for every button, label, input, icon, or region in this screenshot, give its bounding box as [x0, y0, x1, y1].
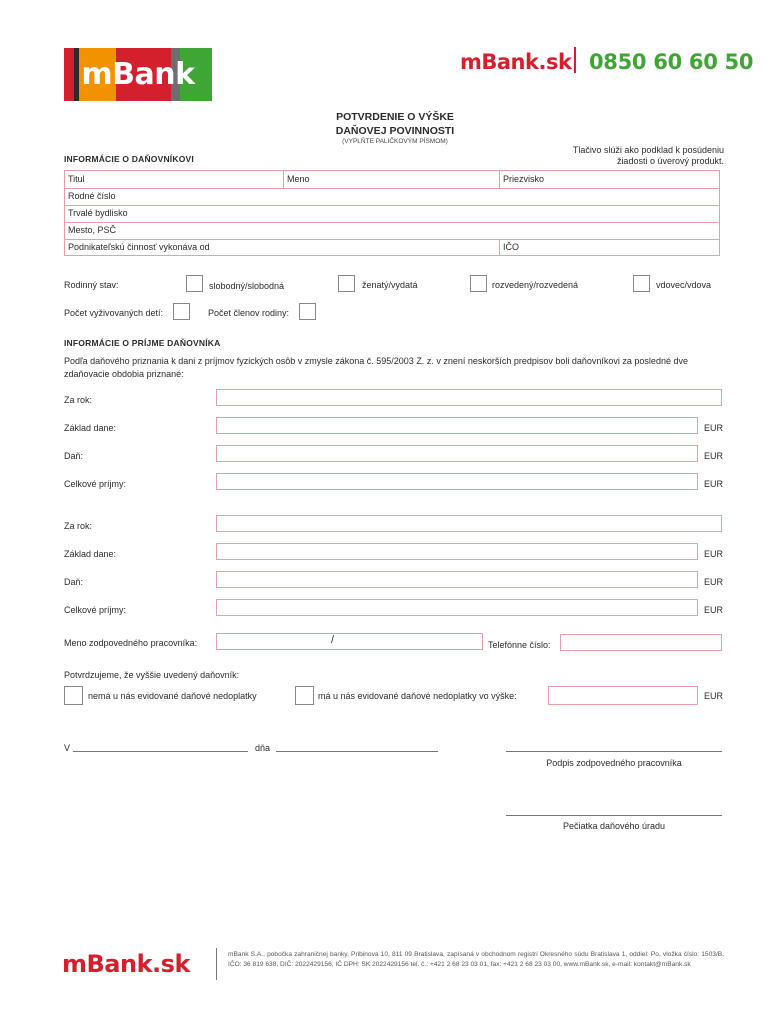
income-intro-line-2: zdaňovacie obdobia priznané: — [64, 369, 184, 379]
tax-input-2[interactable] — [216, 571, 698, 588]
note-line-1: Tlačivo slúži ako podklad k posúdeniu — [572, 145, 724, 155]
stamp-caption: Pečiatka daňového úradu — [562, 821, 666, 831]
currency-label: EUR — [704, 605, 724, 615]
tax-base-label-1: Základ dane: — [64, 423, 117, 433]
tax-base-input-2[interactable] — [216, 543, 698, 560]
checkbox-slobodny[interactable] — [186, 275, 203, 292]
family-count-label: Počet členov rodiny: — [208, 308, 290, 318]
taxpayer-table — [64, 170, 720, 256]
income-intro-line-1: Podľa daňového priznania k dani z príjmov fyzických osôb v zmysle zákona č. 595/2003 Z. z. v znení neskorších predpisov boli daňovníkovi za posledné dve — [64, 356, 688, 366]
logo-text: mBank — [81, 57, 195, 92]
title-line-1: POTVRDENIE O VÝŠKE — [336, 111, 454, 123]
arrears-amount-input[interactable] — [548, 686, 698, 705]
total-income-label-2: Celkové príjmy: — [64, 605, 127, 615]
currency-label: EUR — [704, 691, 724, 701]
row-divider — [65, 188, 719, 189]
year-label-1: Za rok: — [64, 395, 93, 405]
option-slobodny: slobodný/slobodná — [209, 281, 285, 291]
year-input-2[interactable] — [216, 515, 722, 532]
currency-label: EUR — [704, 577, 724, 587]
place-line[interactable] — [73, 751, 248, 752]
worker-name-slash: / — [331, 634, 335, 646]
currency-label: EUR — [704, 423, 724, 433]
checkbox-vdovec[interactable] — [633, 275, 650, 292]
field-trvale-bydlisko[interactable]: Trvalé bydlisko — [68, 208, 128, 218]
stamp-line[interactable] — [506, 815, 722, 816]
marital-status-label: Rodinný stav: — [64, 280, 119, 290]
tax-input-1[interactable] — [216, 445, 698, 462]
title-line-2: DAŇOVEJ POVINNOSTI — [335, 125, 455, 137]
checkbox-zenaty[interactable] — [338, 275, 355, 292]
confirm-label: Potvrdzujeme, že vyššie uvedený daňovník: — [64, 670, 240, 680]
page-title — [295, 110, 495, 138]
section-title-taxpayer: INFORMÁCIE O DAŇOVNÍKOVI — [64, 154, 194, 164]
field-mesto-psc[interactable]: Mesto, PSČ — [68, 225, 117, 235]
currency-label: EUR — [704, 451, 724, 461]
worker-name-label: Meno zodpovedného pracovníka: — [64, 638, 198, 648]
col-divider — [283, 171, 284, 188]
field-titul[interactable]: Titul — [68, 174, 85, 184]
place-label: V — [64, 743, 71, 753]
total-income-input-1[interactable] — [216, 473, 698, 490]
purpose-note — [520, 145, 724, 167]
year-input-1[interactable] — [216, 389, 722, 406]
tax-base-input-1[interactable] — [216, 417, 698, 434]
field-podnikatelska-cinnost[interactable]: Podnikateľskú činnosť vykonáva od — [68, 242, 210, 252]
option-zenaty: ženatý/vydatá — [362, 280, 418, 290]
checkbox-rozvedeny[interactable] — [470, 275, 487, 292]
col-divider — [499, 239, 500, 256]
footer-brand: mBank.sk — [62, 950, 190, 978]
checkbox-no-arrears[interactable] — [64, 686, 83, 705]
tax-base-label-2: Základ dane: — [64, 549, 117, 559]
tax-label-1: Daň: — [64, 451, 84, 461]
children-count-label: Počet vyživovaných detí: — [64, 308, 164, 318]
option-no-arrears: nemá u nás evidované daňové nedoplatky — [88, 691, 257, 701]
col-divider — [499, 171, 500, 188]
footer-divider — [216, 948, 217, 980]
phone-number: 0850 60 60 50 — [589, 50, 754, 74]
signature-caption: Podpis zodpovedného pracovníka — [546, 758, 682, 768]
tax-label-2: Daň: — [64, 577, 84, 587]
date-label: dňa — [255, 743, 271, 753]
page-subtitle: (VYPLŇTE PALIČKOVÝM PÍSMOM) — [342, 138, 448, 145]
option-vdovec: vdovec/vdova — [656, 280, 712, 290]
phone-label: Telefónne číslo: — [488, 640, 551, 650]
field-ico[interactable]: IČO — [503, 242, 520, 252]
brand-divider — [574, 47, 576, 73]
signature-line[interactable] — [506, 751, 722, 752]
row-divider — [65, 222, 719, 223]
brand-name: mBank.sk — [460, 50, 572, 74]
option-has-arrears: má u nás evidované daňové nedoplatky vo výške: — [318, 691, 517, 701]
row-divider — [65, 239, 719, 240]
section-title-income: INFORMÁCIE O PRÍJME DAŇOVNÍKA — [64, 338, 221, 348]
row-divider — [65, 205, 719, 206]
children-count-input[interactable] — [173, 303, 190, 320]
phone-input[interactable] — [560, 634, 722, 651]
total-income-input-2[interactable] — [216, 599, 698, 616]
currency-label: EUR — [704, 479, 724, 489]
checkbox-has-arrears[interactable] — [295, 686, 314, 705]
field-meno[interactable]: Meno — [287, 174, 310, 184]
field-priezvisko[interactable]: Priezvisko — [503, 174, 545, 184]
footer-legal-text: mBank S.A., pobočka zahraničnej banky, Pribinova 10, 811 09 Bratislava, zapísaná v obchodnom registri Okresného súdu Bratislava 1, oddiel: Po, vložka číslo: 1503/B, IČO: 36 819 638, DIČ: 2022429156, IČ DPH: SK 2022429156 tel. č.: +421 2 68 23 03 01, fax: +421 2 68 23 03 00, www.mBank.sk, e-mail: kontakt@mBank.sk — [228, 951, 724, 968]
note-line-2: žiadosti o úverový produkt. — [616, 156, 724, 166]
family-count-input[interactable] — [299, 303, 316, 320]
year-label-2: Za rok: — [64, 521, 93, 531]
worker-name-input[interactable] — [216, 633, 483, 650]
date-line[interactable] — [276, 751, 438, 752]
option-rozvedeny: rozvedený/rozvedená — [492, 280, 579, 290]
total-income-label-1: Celkové príjmy: — [64, 479, 127, 489]
currency-label: EUR — [704, 549, 724, 559]
income-intro — [64, 355, 724, 381]
field-rodne-cislo[interactable]: Rodné číslo — [68, 191, 116, 201]
